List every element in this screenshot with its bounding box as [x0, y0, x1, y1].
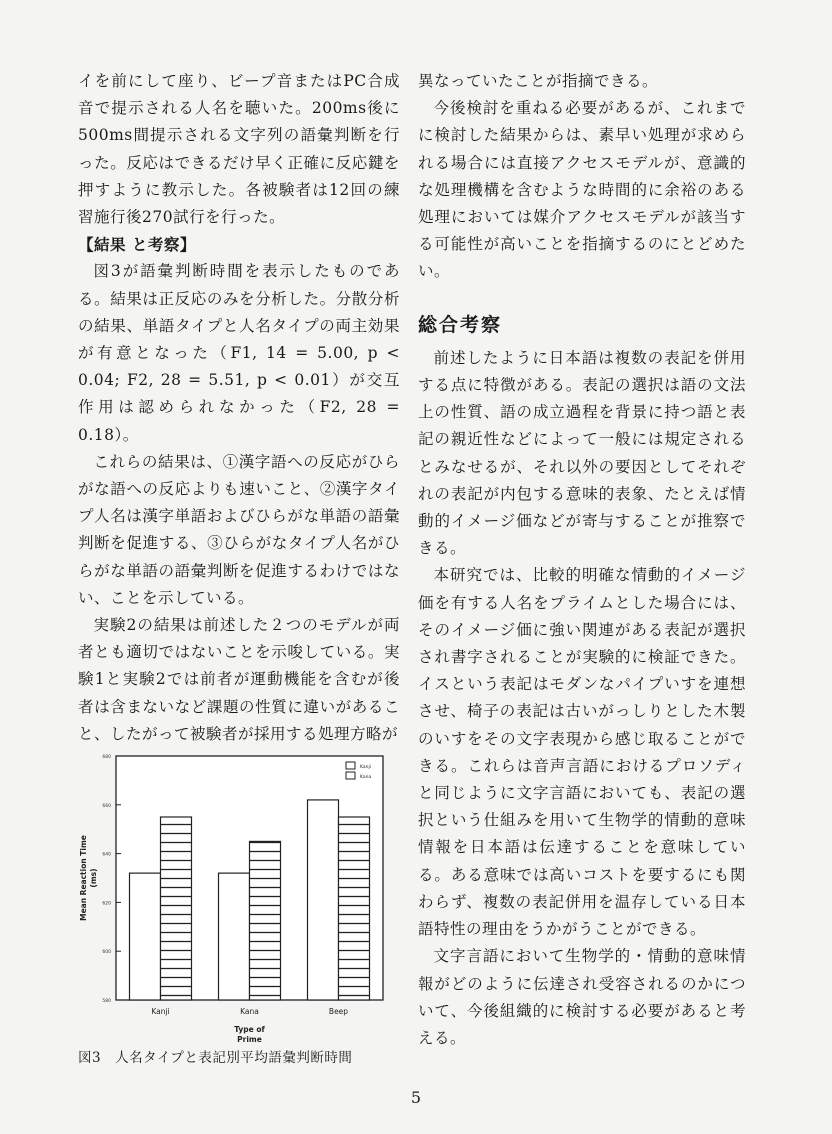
- y-tick-label: 580: [102, 999, 111, 1004]
- paragraph-discussion-2: 本研究では、比較的明確な情動的イメージ価を有する人名をプライムとした場合には、そのイメージ価に強い関連がある表記が選択され書字されることが実験的に検証できた。イスという表記はモダンなパイプいすを連想させ、椅子の表記は古いがっしりとした木製のいすをその文字表現から感じ取ることができる。これらは音声言語におけるプロソディと同じように文字言語においても、表記の選択という仕組みを用いて生物学的情動的意味情報を日本語は伝達することを意味している。ある意味では高いコストを要するにも関わらず、複数の表記併用を温存している日本語特性の理由をうかがうことができる。: [418, 566, 746, 939]
- y-tick-label: 600: [102, 950, 111, 956]
- figure-3-chart: [76, 748, 396, 1068]
- paragraph-discussion-3: 文字言語において生物学的・情動的意味情報がどのように伝達され受容されるのかについて、今後組織的に検討する必要があると考える。: [418, 947, 746, 1047]
- y-tick-label: 660: [102, 803, 111, 809]
- legend-swatch: [346, 772, 355, 779]
- y-tick-label: 680: [102, 755, 111, 760]
- y-axis-label: Mean Reaction Time: [79, 835, 88, 921]
- paragraph-future-work: 今後検討を重ねる必要があるが、これまでに検討した結果からは、素早い処理が求められる場合には直接アクセスモデルが、意識的な処理機構を含むような時間的に余裕のある処理においては媒介アクセスモデルが該当する可能性が高いことを指摘するのにとどめたい。: [418, 99, 746, 281]
- right-column: [418, 68, 746, 1052]
- spacer: [418, 286, 746, 296]
- results-heading: 【結果 と考察】: [78, 235, 196, 255]
- bar-kana-kana: [250, 841, 281, 1000]
- y-tick-label: 640: [102, 852, 111, 858]
- x-axis-label: Prime: [237, 1035, 262, 1044]
- bar-kana-beep: [339, 817, 370, 1000]
- x-tick-label: Kanji: [151, 1007, 170, 1016]
- general-discussion-heading: 総合考察: [418, 313, 503, 336]
- paragraph-findings: これらの結果は、①漢字語への反応がひらがな語への反応よりも速いこと、②漢字タイプ人名は漢字単語およびひらがな単語の語彙判断を促進する、③ひらがなタイプ人名がひらがな単語の語彙判断を促進するわけではない、ことを示している。: [78, 452, 400, 607]
- x-tick-label: Kana: [240, 1007, 259, 1016]
- paragraph-experiment2: 実験2の結果は前述した２つのモデルが両者とも適切ではないことを示唆している。実験1と実験2では前者が運動機能を含むが後者は含まないなど課題の性質に違いがあること、したがって被験者が採用する処理方略が: [78, 616, 400, 743]
- bar-kana-kanji: [161, 817, 192, 1000]
- paragraph-results: 図3が語彙判断時間を表示したものである。結果は正反応のみを分析した。分散分析の結果、単語タイプと人名タイプの両主効果が有意となった（F1, 14 = 5.00, p < 0.04; F2, 28 = 5.51, p < 0.01）が交互作用は認められなかった（F2, 28 = 0.18）。: [78, 262, 400, 444]
- bar-kanji-beep: [308, 800, 339, 1000]
- legend-label: Kanji: [360, 765, 371, 770]
- x-tick-label: Beep: [328, 1007, 349, 1016]
- paragraph-method-end: イを前にして座り、ビープ音またはPC合成音で提示される人名を聴いた。200ms後に500ms間提示される文字列の語彙判断を行った。反応はできるだけ早く正確に反応鍵を押すように教示した。各被験者は12回の練習施行後270試行を行った。: [78, 72, 400, 227]
- figure-caption: 図3 人名タイプと表記別平均語彙判断時間: [78, 1050, 353, 1066]
- paragraph-discussion-1: 前述したように日本語は複数の表記を併用する点に特徴がある。表記の選択は語の文法上の性質、語の成立過程を背景に持つ語と表記の親近性などによって一般には規定されるとみなせるが、それ以外の要因としてそれぞれの表記が内包する意味的表象、たとえば情動的イメージ価などが寄与することが推察できる。: [418, 348, 746, 558]
- left-column: [78, 68, 400, 748]
- bar-kanji-kana: [219, 873, 250, 1000]
- y-axis-label: (ms): [89, 868, 98, 888]
- bar-chart: [76, 748, 396, 1048]
- x-axis-label: Type of: [234, 1025, 265, 1034]
- legend-label: Kana: [360, 775, 372, 780]
- legend-swatch: [346, 762, 355, 769]
- paragraph-continuation: 異なっていたことが指摘できる。: [418, 72, 659, 90]
- y-tick-label: 620: [102, 901, 111, 907]
- page-number: 5: [410, 1088, 422, 1107]
- bar-kanji-kanji: [130, 873, 161, 1000]
